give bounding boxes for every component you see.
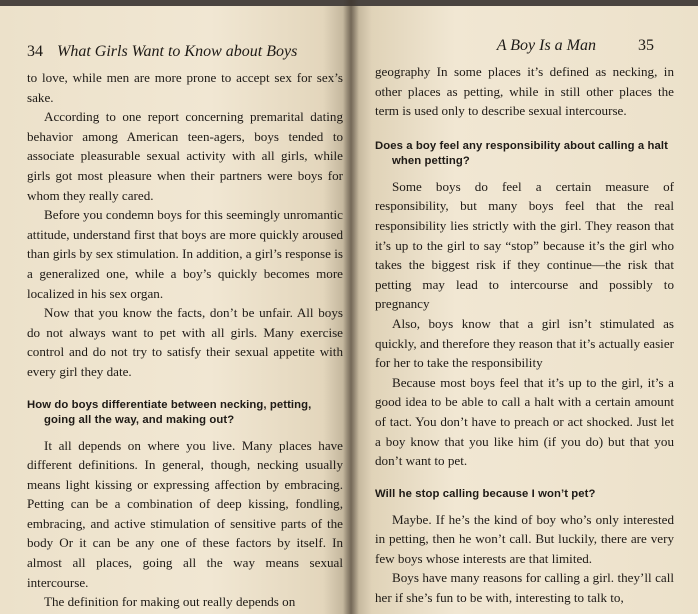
right-page-number: 35 <box>638 37 654 54</box>
left-paragraph: According to one report concerning premarital dating behavior among American teen-agers, boys tended to associate pleasurable sexual activity with all girls, while girls got most pleasure when their partners were boys for whom they really cared. <box>27 109 343 203</box>
right-paragraph: geography In some places it’s defined as necking, in other places as petting, while in still other places the term is used only to describe sexual intercourse. <box>375 64 674 119</box>
book-gutter <box>343 0 359 614</box>
left-page-number: 34 <box>27 43 43 60</box>
left-page-header <box>27 42 343 62</box>
right-page <box>351 6 698 614</box>
left-paragraph: It all depends on where you live. Many places have different definitions. In general, though, necking usually means light kissing or expressing affection by embracing. Petting can be a combination of deep kissing, fondling, embracing, and active stimulation of sensitive parts of the body Or it can be any one of these factors by itself. In almost all places, going all the way means sexual intercourse. <box>27 437 343 590</box>
right-question-heading-1: Does a boy feel any responsibility about calling a halt when petting? <box>375 139 669 167</box>
left-paragraph: Before you condemn boys for this seemingly unromantic attitude, understand first that boys are more quickly aroused than girls by sex stimulation. In addition, a girl’s response is a generalized one, while a boy’s quickly becomes more localized in his sex organ. <box>27 207 343 301</box>
left-paragraph: to love, while men are more prone to accept sex for sex’s sake. <box>27 70 343 105</box>
right-paragraph: Some boys do feel a certain measure of responsibility, but many boys feel that the real responsibility lies strictly with the girl. They reason that it’s up to the girl to say “stop” because it’s the girl who takes the biggest risk if they continue—the risk that petting may lead to intercourse and possibly to pregnancy <box>375 178 674 312</box>
left-paragraph: Now that you know the facts, don’t be unfair. All boys do not always want to pet with all girls. Many exercise control and do not try to satisfy their sexual appetite with every girl they date. <box>27 305 343 379</box>
left-page <box>0 6 351 614</box>
left-question-heading: How do boys differentiate between necking, petting, going all the way, and making out? <box>27 398 312 426</box>
right-paragraph: Because most boys feel that it’s up to the girl, it’s a good idea to be able to call a halt with a certain amount of tact. You don’t have to preach or act shocked. Just let a boy know that you like him (if you do) but that you don’t want to pet. <box>375 374 674 469</box>
right-paragraph: Also, boys know that a girl isn’t stimulated as quickly, and therefore they reason that it’s actually easier for her to take the responsibility <box>375 315 674 371</box>
left-paragraph: The definition for making out really depends on <box>44 594 296 610</box>
right-question-heading-2: Will he stop calling because I won’t pet? <box>375 487 596 500</box>
right-paragraph: Maybe. If he’s the kind of boy who’s only interested in petting, then he won’t call. But luckily, there are very few boys whose interests are that limited. <box>375 511 674 566</box>
right-paragraph: Boys have many reasons for calling a girl. they’ll call her if she’s fun to be with, interesting to talk to, <box>375 570 674 606</box>
right-page-header <box>375 36 674 56</box>
right-running-head: A Boy Is a Man <box>496 37 596 54</box>
left-running-head: What Girls Want to Know about Boys <box>57 43 298 60</box>
